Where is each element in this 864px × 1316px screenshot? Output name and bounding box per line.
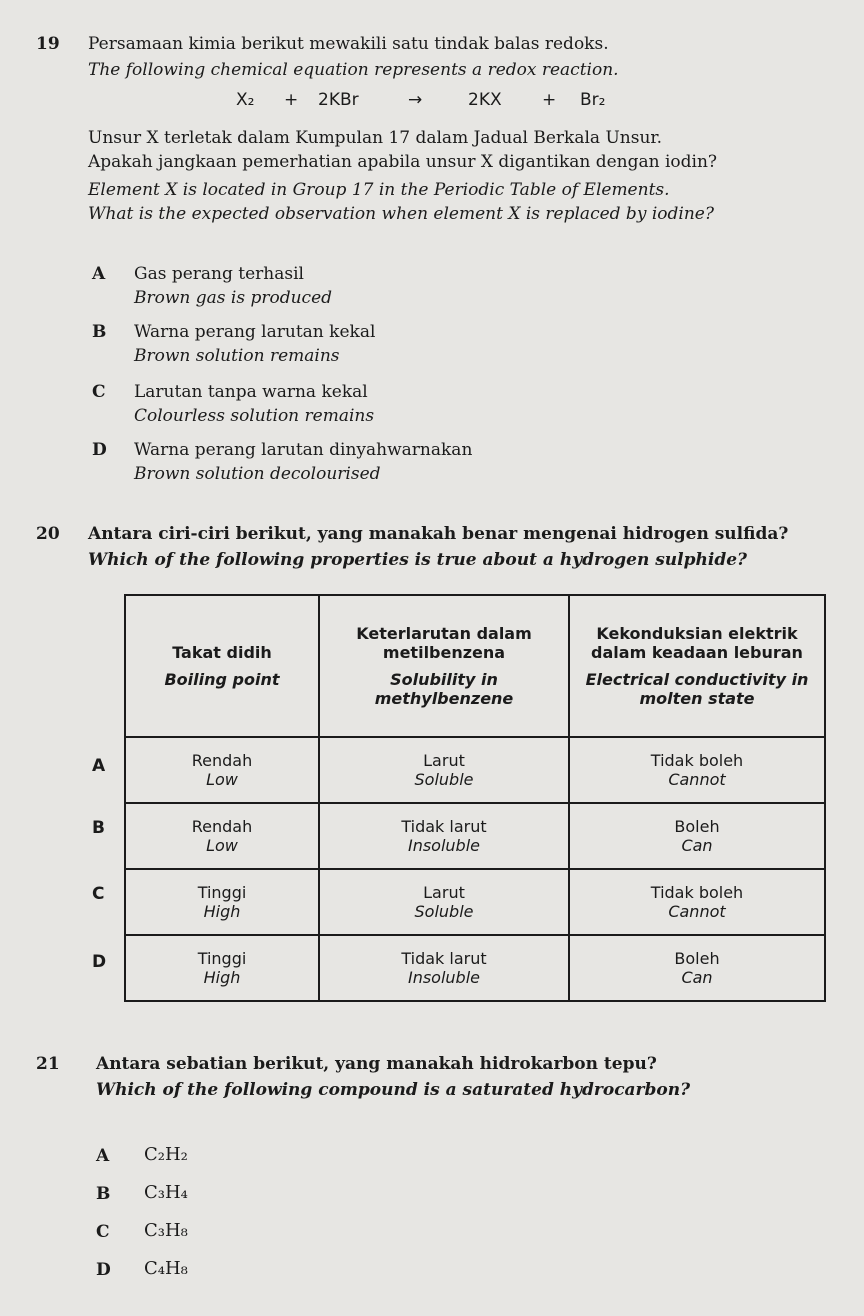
eq-plus-1: + — [284, 90, 299, 110]
q21-option-c-letter[interactable]: C — [96, 1222, 110, 1242]
header-ms: Keterlarutan dalam metilbenzena — [356, 624, 532, 662]
header-boiling-point — [125, 595, 319, 737]
table-cell — [569, 935, 825, 1001]
q19-option-d-letter[interactable]: D — [92, 440, 107, 460]
cell-en: Low — [206, 770, 238, 789]
q21-option-d-formula: C₄H₈ — [144, 1258, 188, 1279]
cell-ms: Boleh — [674, 817, 720, 836]
eq-reactant-2: 2KBr — [318, 90, 359, 110]
q19-number: 19 — [36, 34, 60, 54]
header-en: Boiling point — [164, 670, 280, 689]
q21-option-b-letter[interactable]: B — [96, 1184, 111, 1204]
cell-en: High — [203, 968, 241, 987]
table-header-row — [125, 595, 825, 737]
cell-ms: Rendah — [191, 751, 253, 770]
eq-reactant-1: X₂ — [236, 90, 255, 110]
q19-option-b-en: Brown solution remains — [134, 346, 340, 366]
cell-ms: Larut — [423, 751, 465, 770]
q19-option-a-letter[interactable]: A — [92, 264, 106, 284]
table-cell — [319, 935, 569, 1001]
q20-stem-en: Which of the following properties is true about a hydrogen sulphide? — [88, 550, 747, 570]
table-cell — [125, 803, 319, 869]
cell-en: Insoluble — [407, 836, 480, 855]
q20-number: 20 — [36, 524, 60, 544]
q21-option-a-letter[interactable]: A — [96, 1146, 110, 1166]
cell-en: Can — [681, 968, 713, 987]
table-cell — [125, 737, 319, 803]
q20-option-a-letter[interactable]: A — [92, 756, 106, 776]
cell-ms: Tidak larut — [401, 949, 487, 968]
q21-option-c-formula: C₃H₈ — [144, 1220, 188, 1241]
q21-stem-ms: Antara sebatian berikut, yang manakah hidrokarbon tepu? — [96, 1054, 657, 1074]
table-cell — [319, 737, 569, 803]
header-conductivity — [569, 595, 825, 737]
q19-option-c-ms: Larutan tanpa warna kekal — [134, 382, 368, 402]
cell-en: Insoluble — [407, 968, 480, 987]
q19-option-c-en: Colourless solution remains — [134, 406, 375, 426]
eq-plus-2: + — [542, 90, 557, 110]
q21-number: 21 — [36, 1054, 60, 1074]
header-en: Solubility in methylbenzene — [374, 670, 514, 708]
cell-ms: Boleh — [674, 949, 720, 968]
q19-option-b-ms: Warna perang larutan kekal — [134, 322, 376, 342]
q20-option-c-letter[interactable]: C — [92, 884, 105, 904]
eq-arrow: → — [408, 90, 423, 110]
table-row — [125, 803, 825, 869]
q19-stem-en: The following chemical equation represents a redox reaction. — [88, 60, 619, 80]
table-cell — [319, 869, 569, 935]
q19-option-a-ms: Gas perang terhasil — [134, 264, 304, 284]
q21-stem-en: Which of the following compound is a saturated hydrocarbon? — [96, 1080, 691, 1100]
header-solubility — [319, 595, 569, 737]
cell-en: Cannot — [668, 770, 726, 789]
table-cell — [569, 737, 825, 803]
cell-ms: Tidak boleh — [650, 883, 744, 902]
cell-ms: Larut — [423, 883, 465, 902]
q19-option-a-en: Brown gas is produced — [134, 288, 333, 308]
q19-text-en-2: What is the expected observation when element X is replaced by iodine? — [88, 204, 714, 224]
q19-text-ms-2: Apakah jangkaan pemerhatian apabila unsur X digantikan dengan iodin? — [88, 152, 718, 172]
cell-en: High — [203, 902, 241, 921]
cell-ms: Tidak larut — [401, 817, 487, 836]
q19-option-c-letter[interactable]: C — [92, 382, 106, 402]
q21-option-b-formula: C₃H₄ — [144, 1182, 188, 1203]
cell-en: Soluble — [414, 902, 474, 921]
q20-option-b-letter[interactable]: B — [92, 818, 105, 838]
header-ms: Takat didih — [172, 643, 272, 662]
q21-option-a-formula: C₂H₂ — [144, 1144, 188, 1165]
cell-en: Cannot — [668, 902, 726, 921]
q19-option-b-letter[interactable]: B — [92, 322, 107, 342]
cell-en: Can — [681, 836, 713, 855]
q21-option-d-letter[interactable]: D — [96, 1260, 111, 1280]
table-cell — [319, 803, 569, 869]
q19-option-d-ms: Warna perang larutan dinyahwarnakan — [134, 440, 473, 460]
table-row — [125, 737, 825, 803]
cell-ms: Rendah — [191, 817, 253, 836]
q20-option-d-letter[interactable]: D — [92, 952, 107, 972]
cell-ms: Tinggi — [197, 949, 247, 968]
table-row — [125, 935, 825, 1001]
table-cell — [125, 935, 319, 1001]
table-cell — [125, 869, 319, 935]
table-cell — [569, 869, 825, 935]
table-row — [125, 869, 825, 935]
cell-en: Soluble — [414, 770, 474, 789]
cell-ms: Tinggi — [197, 883, 247, 902]
q19-text-en-1: Element X is located in Group 17 in the Periodic Table of Elements. — [88, 180, 670, 200]
header-ms: Kekonduksian elektrik dalam keadaan leburan — [591, 624, 803, 662]
cell-en: Low — [206, 836, 238, 855]
q19-text-ms-1: Unsur X terletak dalam Kumpulan 17 dalam Jadual Berkala Unsur. — [88, 128, 663, 148]
table-cell — [569, 803, 825, 869]
properties-table — [124, 594, 826, 1002]
cell-ms: Tidak boleh — [650, 751, 744, 770]
eq-product-2: Br₂ — [580, 90, 606, 110]
q19-stem-ms: Persamaan kimia berikut mewakili satu tindak balas redoks. — [88, 34, 609, 54]
eq-product-1: 2KX — [468, 90, 502, 110]
q19-option-d-en: Brown solution decolourised — [134, 464, 381, 484]
header-en: Electrical conductivity in molten state — [585, 670, 809, 708]
chemical-equation — [0, 90, 864, 112]
q20-stem-ms: Antara ciri-ciri berikut, yang manakah benar mengenai hidrogen sulfida? — [88, 524, 789, 544]
